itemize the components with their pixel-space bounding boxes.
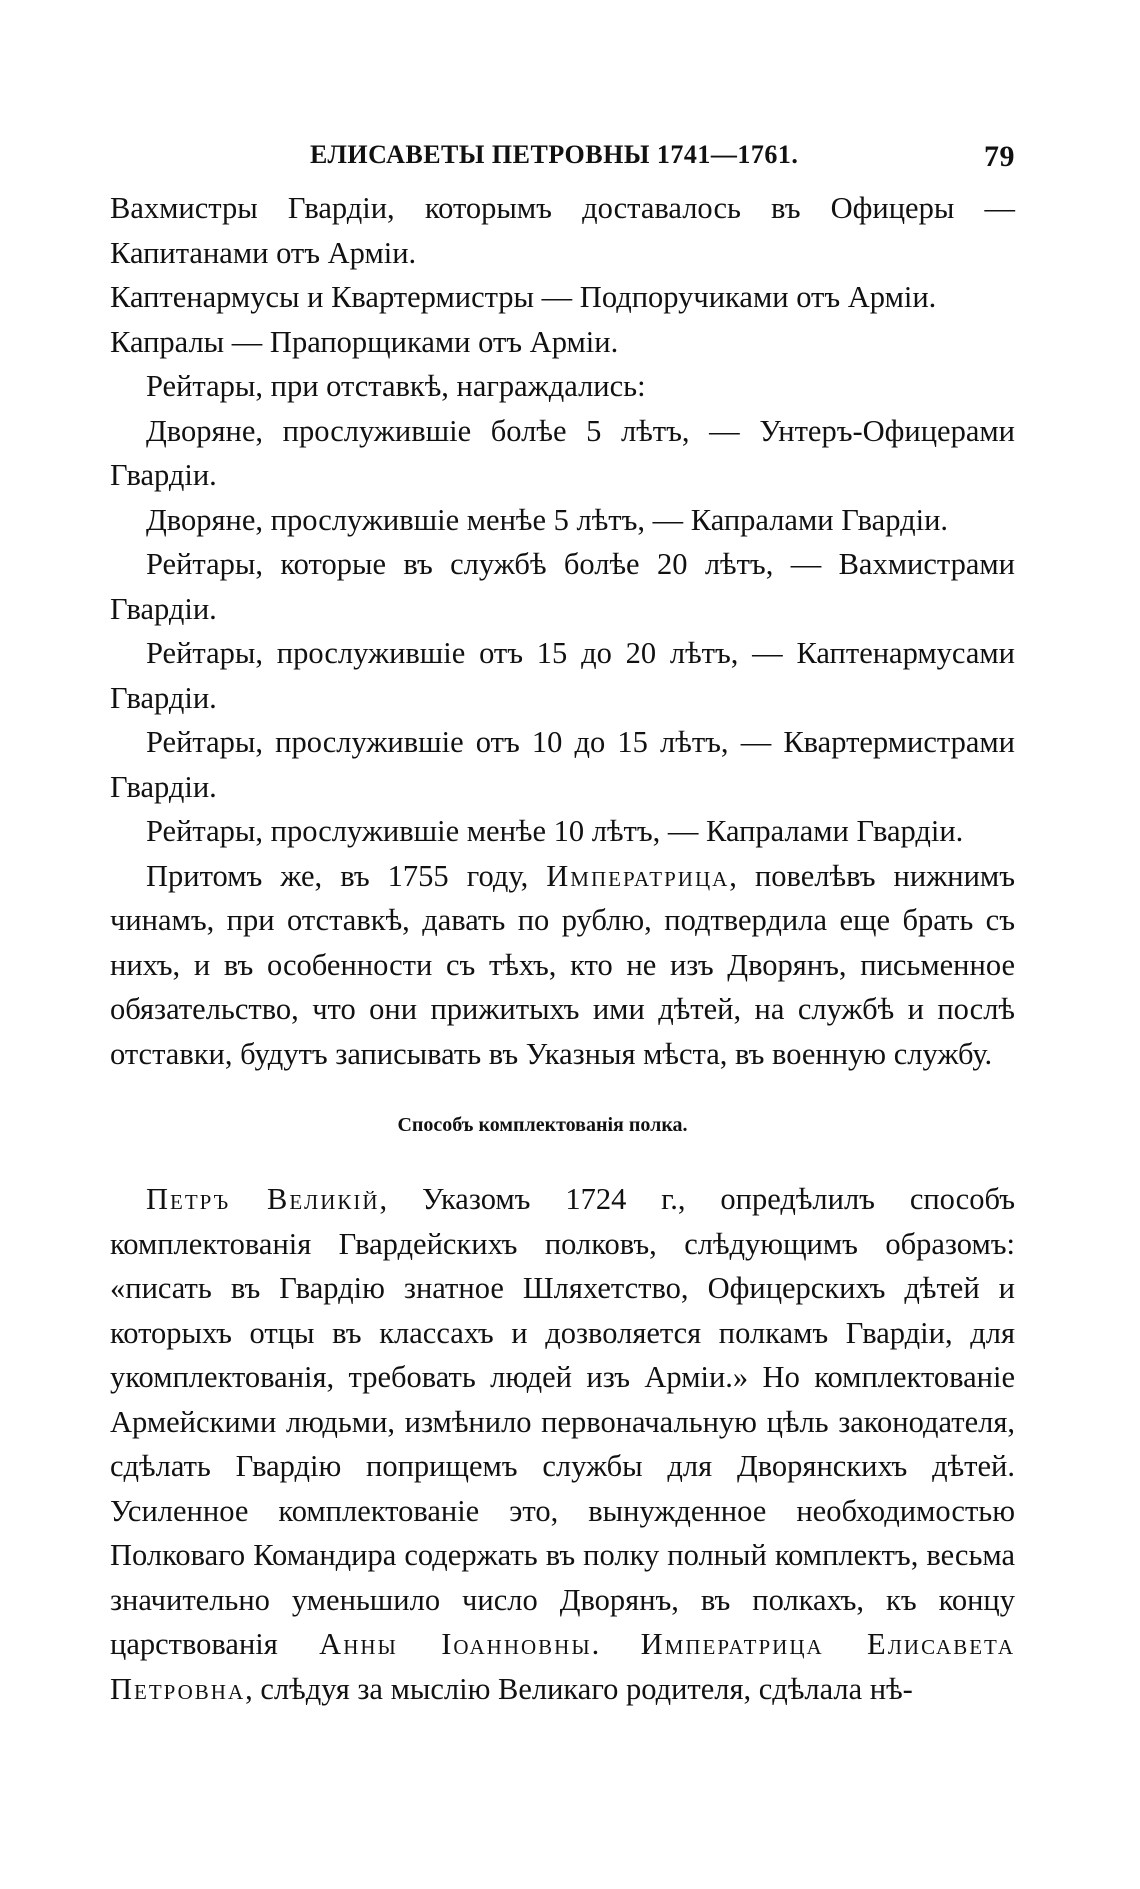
text-run: Притомъ же, въ 1755 году, [146,858,547,893]
text-run: , Указомъ 1724 г., опредѣлилъ способъ комплектованія Гвардейскихъ полковъ, слѣдующимъ образомъ: «писать въ Гвардію знатное Шляхетство, Офицерскихъ дѣтей и которыхъ отцы въ классахъ и дозволяется полкамъ Гвардіи, для укомплектованія, требовать людей изъ Арміи.» Но комплектованіе Армейскими людьми, измѣнило первоначальную цѣль законодателя, сдѣлать Гвардію поприщемъ службы для Дворянскихъ дѣтей. Усиленное комплектованіе это, вынужденное необходимостью Полковаго Командира содержать въ полку полный комплектъ, весьма значительно уменьшило число Дворянъ, въ полкахъ, къ концу царствованія [110,1182,1015,1661]
paragraph-kapraly: Капралы — Прапорщиками отъ Арміи. [110,324,619,359]
paragraph-reitary-over-20: Рейтары, которые въ службѣ болѣе 20 лѣтъ, — Вахмистрами Гвардіи. [110,547,1015,626]
running-title: ЕЛИСАВЕТЫ ПЕТРОВНЫ 1741—1761. [310,140,799,169]
smallcaps-name: Петръ Великій [146,1182,380,1216]
page-number: 79 [984,140,1015,173]
smallcaps-name: Императрица [546,858,730,893]
smallcaps-name: Анны Іоанновны [319,1627,592,1661]
running-header [110,140,1015,186]
text-run: , слѣдуя за мыслію Великаго родителя, сдѣлала нѣ- [245,1671,913,1706]
paragraph-reitary-15-20: Рейтары, прослужившіе отъ 15 до 20 лѣтъ, — Каптенармусами Гвардіи. [110,636,1015,715]
paragraph-vakhmistry: Вахмистры Гвардіи, которымъ доставалось въ Офицеры — Капитанами отъ Арміи. [110,191,1015,270]
paragraph-reitary-award: Рейтары, при отставкѣ, награждались: [146,369,646,403]
paragraph-reitary-under-10: Рейтары, прослужившіе менѣе 10 лѣтъ, — Капралами Гвардіи. [146,814,964,848]
paragraph-kaptenarmusy: Каптенармусы и Квартермистры — Подпоручиками отъ Арміи. [110,280,937,314]
text-run: . [591,1627,641,1661]
paragraph-peter-decree [110,1177,1015,1711]
smallcaps-name: Императрица Елисавета Петровна [110,1627,1016,1706]
paragraph-1755-decree [110,854,1015,1077]
book-page [110,140,1015,1711]
paragraph-reitary-10-15: Рейтары, прослужившіе отъ 10 до 15 лѣтъ, — Квартермистрами Гвардіи. [110,725,1015,804]
text-run: , повелѣвъ нижнимъ чинамъ, при отставкѣ, давать по рублю, подтвердила еще брать съ нихъ, и въ особенности съ тѣхъ, кто не изъ Дворянъ, письменное обязательство, что они прижитыхъ ими дѣтей, на службѣ и послѣ отставки, будутъ записывать въ Указныя мѣста, въ военную службу. [110,858,1015,1071]
section-heading: Способъ комплектованія полка. [397,1114,688,1136]
paragraph-dvoriane-under-5: Дворяне, прослужившіе менѣе 5 лѣтъ, — Капралами Гвардіи. [146,502,949,537]
paragraph-dvoriane-over-5: Дворяне, прослужившіе болѣе 5 лѣтъ, — Унтеръ-Офицерами Гвардіи. [110,413,1015,492]
